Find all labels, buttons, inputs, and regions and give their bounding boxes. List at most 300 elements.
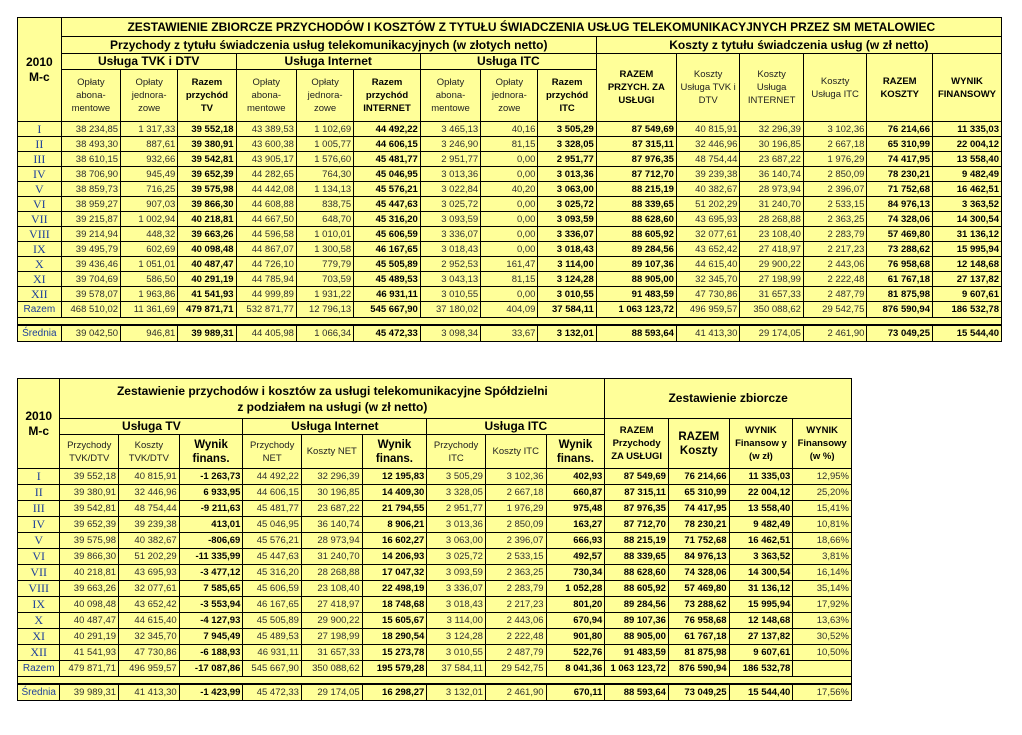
cell: 3 025,72 <box>538 197 596 212</box>
cell: 32 345,70 <box>676 272 740 287</box>
cell: 1 931,22 <box>296 287 353 302</box>
cell: 468 510,02 <box>61 302 120 318</box>
table-row <box>18 227 1002 242</box>
cell: 27 198,99 <box>301 629 362 645</box>
column-header: Opłaty abona-mentowe <box>236 70 296 122</box>
column-header: Wynik finans. <box>362 435 427 469</box>
cell: 40 218,81 <box>178 212 236 227</box>
cell: 15 995,94 <box>729 597 793 613</box>
cell: 1 063 123,72 <box>596 302 676 318</box>
table-row <box>18 325 1002 341</box>
cell: 74 417,95 <box>668 501 729 517</box>
table-row <box>18 613 852 629</box>
cell: 44 596,58 <box>236 227 296 242</box>
cell: 87 549,69 <box>605 469 669 485</box>
cell: 3 336,07 <box>420 227 480 242</box>
cell: 29 174,05 <box>301 684 362 700</box>
table-row <box>18 485 852 501</box>
cell: 39 866,30 <box>60 549 119 565</box>
cell: 3 505,29 <box>538 122 596 137</box>
cell: 23 687,22 <box>301 501 362 517</box>
cell: 39 214,94 <box>61 227 120 242</box>
cell: 45 472,33 <box>354 325 421 341</box>
cell: 11 335,03 <box>933 122 1002 137</box>
cell: 88 339,65 <box>605 549 669 565</box>
spacer <box>18 318 1002 326</box>
cell: 2 363,25 <box>803 212 867 227</box>
cell: 3 093,59 <box>420 212 480 227</box>
cell: 479 871,71 <box>178 302 236 318</box>
row-label: XII <box>18 645 60 661</box>
cell: 16 462,51 <box>729 533 793 549</box>
cell: 3 246,90 <box>420 137 480 152</box>
cell: 39 552,18 <box>60 469 119 485</box>
column-header: Koszty Usługa TVK i DTV <box>676 54 740 122</box>
table-row <box>18 629 852 645</box>
cell: 32 296,39 <box>740 122 804 137</box>
cell: 2 461,90 <box>803 325 867 341</box>
cell: 31 136,12 <box>729 581 793 597</box>
cell: 186 532,78 <box>729 661 793 677</box>
row-label: I <box>18 122 62 137</box>
cell: 887,61 <box>121 137 178 152</box>
cell: -6 188,93 <box>179 645 243 661</box>
cell: 2 951,77 <box>538 152 596 167</box>
table-row <box>18 684 852 700</box>
cell: 2 951,77 <box>427 501 486 517</box>
cell: 2 487,79 <box>803 287 867 302</box>
table-row <box>18 242 1002 257</box>
cell: 45 472,33 <box>243 684 302 700</box>
cell: 15 605,67 <box>362 613 427 629</box>
cell: 402,93 <box>546 469 605 485</box>
column-header: Opłaty abona-mentowe <box>61 70 120 122</box>
cell: 39 495,79 <box>61 242 120 257</box>
cell: 12 148,68 <box>933 257 1002 272</box>
cell: 350 088,62 <box>301 661 362 677</box>
cost-group-header: Koszty z tytułu świadczenia usług (w zł netto) <box>596 37 1001 54</box>
cell: 38 234,85 <box>61 122 120 137</box>
cell: 3 010,55 <box>427 645 486 661</box>
row-label: V <box>18 182 62 197</box>
cell: 65 310,99 <box>867 137 933 152</box>
table-row <box>18 581 852 597</box>
row-label: X <box>18 613 60 629</box>
cell: 1 976,29 <box>485 501 546 517</box>
row-label: XII <box>18 287 62 302</box>
cell: 40 487,47 <box>178 257 236 272</box>
cell: 88 593,64 <box>605 684 669 700</box>
year-month-label-2: 2010 M-c <box>18 379 60 469</box>
cell: 30,52% <box>793 629 852 645</box>
cell: 81,15 <box>481 137 538 152</box>
cell: 716,25 <box>121 182 178 197</box>
cell: 3 328,05 <box>538 137 596 152</box>
cell: 2 222,48 <box>803 272 867 287</box>
cell: 39 042,50 <box>61 325 120 341</box>
cell: 1 963,86 <box>121 287 178 302</box>
cell: 76 958,68 <box>668 613 729 629</box>
service-header: Usługa ITC <box>427 419 605 435</box>
cell: 3 025,72 <box>420 197 480 212</box>
cell: 876 590,94 <box>867 302 933 318</box>
cell: 39 542,81 <box>60 501 119 517</box>
cell: 29 174,05 <box>740 325 804 341</box>
cell: 0,00 <box>481 227 538 242</box>
cell: 16 462,51 <box>933 182 1002 197</box>
cell: 76 214,66 <box>668 469 729 485</box>
row-label: VIII <box>18 581 60 597</box>
row-label: IV <box>18 517 60 533</box>
cell: 3 018,43 <box>427 597 486 613</box>
cell: 43 695,93 <box>119 565 180 581</box>
cell: 15,41% <box>793 501 852 517</box>
column-header: Przychody ITC <box>427 435 486 469</box>
cell: 29 542,75 <box>485 661 546 677</box>
cell: 1 300,58 <box>296 242 353 257</box>
cell: -11 335,99 <box>179 549 243 565</box>
cell: 65 310,99 <box>668 485 729 501</box>
table-row <box>18 645 852 661</box>
cell: 31 240,70 <box>301 549 362 565</box>
cell: 91 483,59 <box>596 287 676 302</box>
spacer <box>18 677 852 685</box>
cell: 413,01 <box>179 517 243 533</box>
summary-table-2 <box>17 378 852 701</box>
cell: 45 576,21 <box>243 533 302 549</box>
year-month-label: 2010 M-c <box>18 18 62 122</box>
table-row <box>18 549 852 565</box>
cell: 28 973,94 <box>740 182 804 197</box>
table-row <box>18 469 852 485</box>
row-label: Średnia <box>18 684 60 700</box>
cell: 38 706,90 <box>61 167 120 182</box>
cell: 43 652,42 <box>119 597 180 613</box>
cell: 3 093,59 <box>427 565 486 581</box>
cell: 545 667,90 <box>243 661 302 677</box>
cell: 41 541,93 <box>60 645 119 661</box>
cell: 2 443,06 <box>485 613 546 629</box>
cell: 88 593,64 <box>596 325 676 341</box>
cell: 45 576,21 <box>354 182 421 197</box>
service-header: Usługa TV <box>60 419 243 435</box>
cell: 3 013,36 <box>420 167 480 182</box>
cell: 51 202,29 <box>676 197 740 212</box>
cell: 13,63% <box>793 613 852 629</box>
cell: 23 687,22 <box>740 152 804 167</box>
cell: 76 958,68 <box>867 257 933 272</box>
cell: 39 704,69 <box>61 272 120 287</box>
row-label: X <box>18 257 62 272</box>
cell: 39 989,31 <box>178 325 236 341</box>
cell: 1 052,28 <box>546 581 605 597</box>
cell: 39 663,26 <box>60 581 119 597</box>
cell: 37 180,02 <box>420 302 480 318</box>
cell: 44 785,94 <box>236 272 296 287</box>
column-header: Opłaty abona-mentowe <box>420 70 480 122</box>
cell: 3 328,05 <box>427 485 486 501</box>
cell: 88 215,19 <box>596 182 676 197</box>
summary-header: Zestawienie zbiorcze <box>605 379 852 419</box>
cell: 73 288,62 <box>867 242 933 257</box>
cell: 45 505,89 <box>354 257 421 272</box>
cell: 0,00 <box>481 287 538 302</box>
cell: 45 489,53 <box>354 272 421 287</box>
cell: 2 533,15 <box>803 197 867 212</box>
cell: 47 730,86 <box>676 287 740 302</box>
column-header: Koszty TVK/DTV <box>119 435 180 469</box>
cell: -9 211,63 <box>179 501 243 517</box>
cell: 45 316,20 <box>243 565 302 581</box>
cell: 3 025,72 <box>427 549 486 565</box>
cell: 946,81 <box>121 325 178 341</box>
cell: 32 077,61 <box>676 227 740 242</box>
cell: 801,20 <box>546 597 605 613</box>
row-label: VII <box>18 565 60 581</box>
cell: 87 315,11 <box>605 485 669 501</box>
cell: 32 296,39 <box>301 469 362 485</box>
cell: 44 615,40 <box>119 613 180 629</box>
cell: 40 218,81 <box>60 565 119 581</box>
cell: 17 047,32 <box>362 565 427 581</box>
cell: 12 148,68 <box>729 613 793 629</box>
cell: 47 730,86 <box>119 645 180 661</box>
cell: 13 558,40 <box>933 152 1002 167</box>
cell: 39 239,38 <box>119 517 180 533</box>
table-row <box>18 137 1002 152</box>
cell: 11 335,03 <box>729 469 793 485</box>
cell: 27 137,82 <box>729 629 793 645</box>
cell: 44 492,22 <box>243 469 302 485</box>
cell: 48 754,44 <box>119 501 180 517</box>
cell: 3,81% <box>793 549 852 565</box>
cell: 89 107,36 <box>605 613 669 629</box>
cell: 31 657,33 <box>301 645 362 661</box>
cell: 3 093,59 <box>538 212 596 227</box>
cell: 2 850,09 <box>803 167 867 182</box>
cell: 3 124,28 <box>427 629 486 645</box>
cell: 3 022,84 <box>420 182 480 197</box>
cell: 2 461,90 <box>485 684 546 700</box>
cell: 2 217,23 <box>485 597 546 613</box>
cell: 43 600,38 <box>236 137 296 152</box>
cell: 1 051,01 <box>121 257 178 272</box>
column-header: Koszty Usługa INTERNET <box>740 54 804 122</box>
table-row <box>18 501 852 517</box>
cell: 3 013,36 <box>538 167 596 182</box>
cell: 0,00 <box>481 242 538 257</box>
cell: 73 049,25 <box>867 325 933 341</box>
cell: 40 098,48 <box>60 597 119 613</box>
cell: 2 850,09 <box>485 517 546 533</box>
cell: 39 866,30 <box>178 197 236 212</box>
table-row <box>18 661 852 677</box>
cell: 2 222,48 <box>485 629 546 645</box>
column-header: RAZEM Koszty <box>668 419 729 469</box>
cell: 12 195,83 <box>362 469 427 485</box>
cell: 18,66% <box>793 533 852 549</box>
cell: 22 498,19 <box>362 581 427 597</box>
cell: 2 217,23 <box>803 242 867 257</box>
cell: 29 900,22 <box>740 257 804 272</box>
cell: 1 134,13 <box>296 182 353 197</box>
cell: 44 282,65 <box>236 167 296 182</box>
cell: 16 602,27 <box>362 533 427 549</box>
cell: 87 712,70 <box>605 517 669 533</box>
cell: 38 859,73 <box>61 182 120 197</box>
cell: 28 268,88 <box>301 565 362 581</box>
cell: 522,76 <box>546 645 605 661</box>
cell: 44 726,10 <box>236 257 296 272</box>
row-label: II <box>18 485 60 501</box>
cell: -4 127,93 <box>179 613 243 629</box>
row-label: Razem <box>18 302 62 318</box>
cell: 30 196,85 <box>301 485 362 501</box>
cell: 18 748,68 <box>362 597 427 613</box>
column-header: Przychody TVK/DTV <box>60 435 119 469</box>
cell: 36 140,74 <box>740 167 804 182</box>
cell: 3 010,55 <box>538 287 596 302</box>
cell: 88 215,19 <box>605 533 669 549</box>
cell: 44 608,88 <box>236 197 296 212</box>
cell: 76 214,66 <box>867 122 933 137</box>
row-label: IX <box>18 242 62 257</box>
table-row <box>18 212 1002 227</box>
cell: 28 268,88 <box>740 212 804 227</box>
cell: 9 607,61 <box>729 645 793 661</box>
cell: 27 418,97 <box>301 597 362 613</box>
cell: 45 481,77 <box>354 152 421 167</box>
cell: 89 107,36 <box>596 257 676 272</box>
summary-table-1 <box>17 17 1002 342</box>
cell: 27 137,82 <box>933 272 1002 287</box>
table-row <box>18 287 1002 302</box>
cell: -1 423,99 <box>179 684 243 700</box>
table-row <box>18 182 1002 197</box>
cell: 57 469,80 <box>867 227 933 242</box>
cell: 39 436,46 <box>61 257 120 272</box>
cell: 44 492,22 <box>354 122 421 137</box>
cell: 479 871,71 <box>60 661 119 677</box>
row-label: VIII <box>18 227 62 242</box>
service-header: Usługa Internet <box>236 54 420 70</box>
cell: 39 575,98 <box>178 182 236 197</box>
cell: 9 607,61 <box>933 287 1002 302</box>
cell: 586,50 <box>121 272 178 287</box>
column-header: Razem przychód TV <box>178 70 236 122</box>
cell: 23 108,40 <box>301 581 362 597</box>
row-label: III <box>18 152 62 167</box>
table-row <box>18 167 1002 182</box>
cell: 39 552,18 <box>178 122 236 137</box>
table-row <box>18 533 852 549</box>
cell: 45 316,20 <box>354 212 421 227</box>
cell: 195 579,28 <box>362 661 427 677</box>
cell: 48 754,44 <box>676 152 740 167</box>
table-row <box>18 302 1002 318</box>
cell: 81 875,98 <box>867 287 933 302</box>
cell: 43 905,17 <box>236 152 296 167</box>
cell: 9 482,49 <box>933 167 1002 182</box>
cell: 14 409,30 <box>362 485 427 501</box>
column-header: RAZEM KOSZTY <box>867 54 933 122</box>
cell: 40 487,47 <box>60 613 119 629</box>
cell: 22 004,12 <box>729 485 793 501</box>
cell <box>793 661 852 677</box>
cell: 81 875,98 <box>668 645 729 661</box>
cell: 3 132,01 <box>427 684 486 700</box>
cell: 39 575,98 <box>60 533 119 549</box>
cell: 43 652,42 <box>676 242 740 257</box>
cell: 3 114,00 <box>427 613 486 629</box>
cell: 87 976,35 <box>605 501 669 517</box>
cell: 38 493,30 <box>61 137 120 152</box>
cell: 25,20% <box>793 485 852 501</box>
cell: 15 544,40 <box>933 325 1002 341</box>
cell: 3 018,43 <box>420 242 480 257</box>
cell: 15 995,94 <box>933 242 1002 257</box>
cell: 40,16 <box>481 122 538 137</box>
row-label: IX <box>18 597 60 613</box>
table-row <box>18 257 1002 272</box>
cell: 907,03 <box>121 197 178 212</box>
cell: 61 767,18 <box>668 629 729 645</box>
cell: 74 417,95 <box>867 152 933 167</box>
table-title-2: Zestawienie przychodów i kosztów za usługi telekomunikacyjne Spółdzielni z podziałem na usługi (w zł netto) <box>60 379 605 419</box>
spacer-row <box>18 318 1002 326</box>
column-header: WYNIK FINANSOWY <box>933 54 1002 122</box>
cell: 84 976,13 <box>867 197 933 212</box>
row-label: II <box>18 137 62 152</box>
cell: 1 102,69 <box>296 122 353 137</box>
cell: 12 796,13 <box>296 302 353 318</box>
cell: 32 446,96 <box>676 137 740 152</box>
cell: 29 542,75 <box>803 302 867 318</box>
cell: 2 443,06 <box>803 257 867 272</box>
cell: -3 477,12 <box>179 565 243 581</box>
row-label: VI <box>18 549 60 565</box>
cell: 3 114,00 <box>538 257 596 272</box>
spacer-row <box>18 677 852 685</box>
cell: 3 018,43 <box>538 242 596 257</box>
cell: 660,87 <box>546 485 605 501</box>
cell: 2 363,25 <box>485 565 546 581</box>
cell: 78 230,21 <box>668 517 729 533</box>
cell: 38 959,27 <box>61 197 120 212</box>
cell: 10,50% <box>793 645 852 661</box>
cell: 32 345,70 <box>119 629 180 645</box>
cell: 44 999,89 <box>236 287 296 302</box>
cell: 648,70 <box>296 212 353 227</box>
table-row <box>18 517 852 533</box>
cell: 45 505,89 <box>243 613 302 629</box>
cell: -1 263,73 <box>179 469 243 485</box>
cell: 186 532,78 <box>933 302 1002 318</box>
cell: 57 469,80 <box>668 581 729 597</box>
cell: 2 283,79 <box>803 227 867 242</box>
column-header: WYNIK Finansow y (w zł) <box>729 419 793 469</box>
cell: 28 973,94 <box>301 533 362 549</box>
cell: 975,48 <box>546 501 605 517</box>
cell: 3 336,07 <box>427 581 486 597</box>
cell: 0,00 <box>481 152 538 167</box>
cell: 1 005,77 <box>296 137 353 152</box>
row-label: VI <box>18 197 62 212</box>
cell: 496 959,57 <box>676 302 740 318</box>
cell: 14 300,54 <box>933 212 1002 227</box>
cell: 21 794,55 <box>362 501 427 517</box>
cell: 88 628,60 <box>605 565 669 581</box>
